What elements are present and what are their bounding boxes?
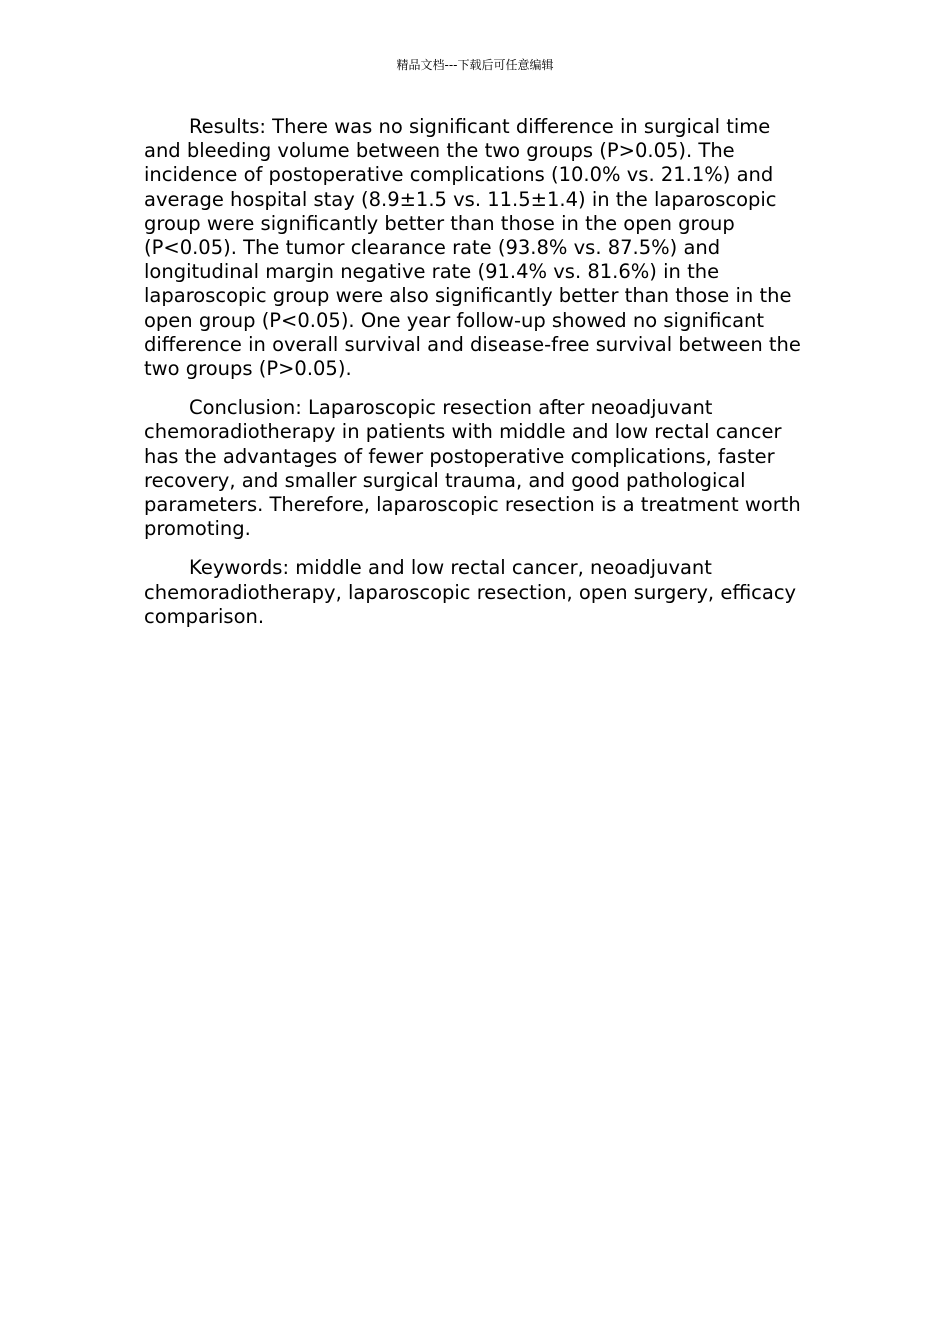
conclusion-paragraph: Conclusion: Laparoscopic resection after neoadjuvant chemoradiotherapy in patients with middle and low rectal cancer has the advantages of fewer postoperative complications, faster recovery, and smaller surgical trauma, and good pathological parameters. Therefore, laparoscopic resection is a treatment worth promoting. <box>144 396 801 541</box>
document-body <box>144 115 809 644</box>
page-header: 精品文档---下载后可任意编辑 <box>396 58 554 72</box>
results-paragraph: Results: There was no significant difference in surgical time and bleeding volume between the two groups (P>0.05). The incidence of postoperative complications (10.0% vs. 21.1%) and average hospital stay (8.9±1.5 vs. 11.5±1.4) in the laparoscopic group were significantly better than those in the open group (P<0.05). The tumor clearance rate (93.8% vs. 87.5%) and longitudinal margin negative rate (91.4% vs. 81.6%) in the laparoscopic group were also significantly better than those in the open group (P<0.05). One year follow-up showed no significant difference in overall survival and disease-free survival between the two groups (P>0.05). <box>144 115 801 381</box>
keywords-paragraph: Keywords: middle and low rectal cancer, neoadjuvant chemoradiotherapy, laparoscopic resection, open surgery, efficacy comparison. <box>144 556 797 628</box>
